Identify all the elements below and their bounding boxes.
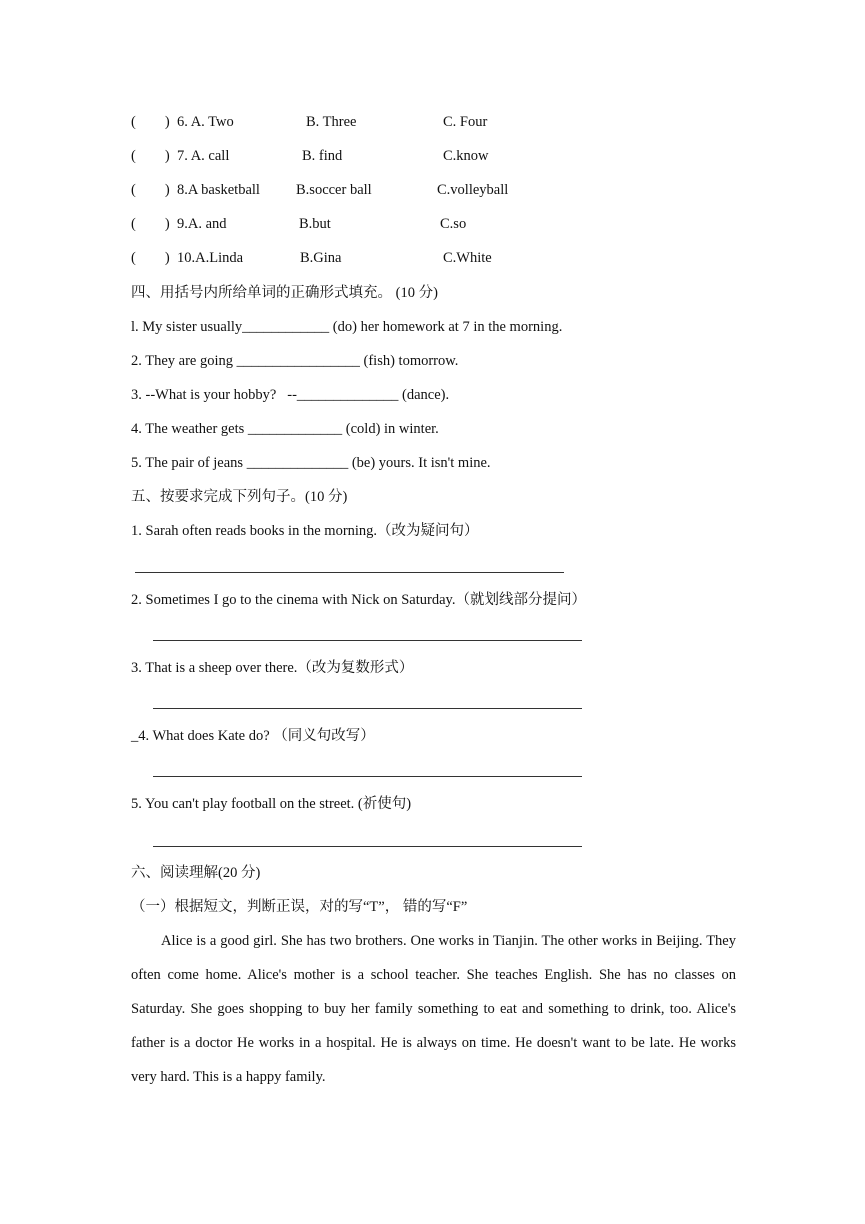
option-b: B.but: [299, 216, 331, 232]
section-6-title: 六、阅读理解(20 分): [131, 865, 261, 881]
answer-bracket[interactable]: ( ): [131, 148, 170, 164]
answer-bracket[interactable]: ( ): [131, 114, 170, 130]
fill-blank-item[interactable]: 2. They are going _________________ (fish) tomorrow.: [131, 353, 459, 369]
option-a: 10.A.Linda: [177, 250, 244, 266]
option-c: C.know: [443, 148, 489, 164]
answer-bracket[interactable]: ( ): [131, 250, 170, 266]
rewrite-question: 2. Sometimes I go to the cinema with Nick on Saturday.（就划线部分提问）: [131, 592, 586, 608]
answer-line[interactable]: [153, 776, 582, 777]
option-a: 9.A. and: [177, 216, 227, 232]
fill-blank-item[interactable]: 4. The weather gets _____________ (cold) in winter.: [131, 421, 439, 437]
option-c: C.volleyball: [437, 182, 509, 198]
option-b: B. find: [302, 148, 343, 164]
option-c: C. Four: [443, 114, 488, 130]
option-b: B.soccer ball: [296, 182, 372, 198]
option-a: 8.A basketball: [177, 182, 260, 198]
answer-bracket[interactable]: ( ): [131, 182, 170, 198]
reading-passage: Alice is a good girl. She has two brothers. One works in Tianjin. The other works in Beijing. They often come home. Alice's mother is a school teacher. She teaches English. She has no classes on Saturday. She goes shopping to buy her family something to eat and something to drink, too. Alice's father is a doctor He works in a hospital. He is always on time. He doesn't want to be late. He works very hard. This is a happy family.: [131, 933, 736, 1085]
answer-line[interactable]: [153, 846, 582, 847]
reading-subtitle: （一）根据短文，判断正误，对的写“T”， 错的写“F”: [131, 899, 468, 915]
option-c: C.White: [443, 250, 492, 266]
answer-line[interactable]: [153, 640, 582, 641]
option-b: B. Three: [306, 114, 357, 130]
answer-line[interactable]: [135, 572, 564, 573]
option-a: 7. A. call: [177, 148, 230, 164]
answer-line[interactable]: [153, 708, 582, 709]
answer-bracket[interactable]: ( ): [131, 216, 170, 232]
option-c: C.so: [440, 216, 467, 232]
fill-blank-item[interactable]: 5. The pair of jeans ______________ (be) yours. It isn't mine.: [131, 455, 491, 471]
fill-blank-item[interactable]: 3. --What is your hobby? --______________ (dance).: [131, 387, 450, 403]
option-b: B.Gina: [300, 250, 342, 266]
rewrite-question: 5. You can't play football on the street. (祈使句): [131, 796, 412, 812]
option-a: 6. A. Two: [177, 114, 234, 130]
rewrite-question: _4. What does Kate do? （同义句改写）: [131, 728, 375, 744]
section-5-title: 五、按要求完成下列句子。(10 分): [131, 489, 348, 505]
fill-blank-item[interactable]: l. My sister usually____________ (do) her homework at 7 in the morning.: [131, 319, 563, 335]
rewrite-question: 3. That is a sheep over there.（改为复数形式）: [131, 660, 414, 676]
section-4-title: 四、用括号内所给单词的正确形式填充。 (10 分): [131, 285, 438, 301]
rewrite-question: 1. Sarah often reads books in the morning.（改为疑问句）: [131, 523, 479, 539]
